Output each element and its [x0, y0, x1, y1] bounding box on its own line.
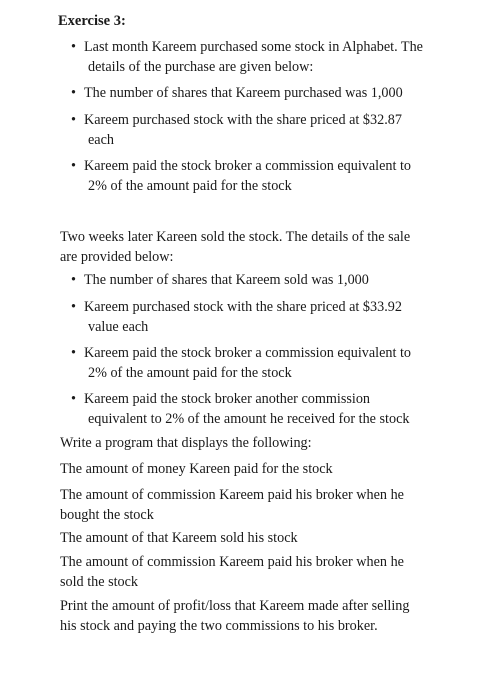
program-item-line1: Print the amount of profit/loss that Kareem made after selling [60, 598, 410, 614]
bullet-text-line1: Kareem paid the stock broker a commission equivalent to [84, 345, 412, 361]
bullet-marker: • [71, 391, 76, 407]
bullet-text-line1: Kareem purchased stock with the share priced at $32.87 [84, 112, 402, 128]
bullet-item [71, 38, 464, 77]
bullet-item [71, 111, 464, 150]
paragraph-line2: are provided below: [60, 248, 174, 265]
bullet-marker: • [71, 299, 76, 315]
bullet-text-line2: details of the purchase are given below: [88, 58, 314, 75]
bullet-text-line1: The number of shares that Kareem sold was 1,000 [84, 272, 369, 288]
program-item-line2: his stock and paying the two commissions to his broker. [60, 617, 378, 634]
program-item-line2: bought the stock [60, 506, 154, 523]
bullet-text-line1: Kareem paid the stock broker a commission equivalent to [84, 158, 412, 174]
exercise-title: Exercise 3: [58, 13, 126, 29]
program-item-line2: sold the stock [60, 573, 139, 590]
program-item-line1: The amount of commission Kareem paid his broker when he [60, 554, 404, 570]
bullet-text-line2: 2% of the amount paid for the stock [88, 177, 292, 194]
bullet-marker: • [71, 85, 76, 101]
program-item [60, 460, 460, 480]
program-item-line1: The amount of that Kareem sold his stock [60, 530, 298, 546]
paragraph-line1: Two weeks later Kareen sold the stock. The details of the sale [60, 229, 411, 245]
program-item [60, 529, 460, 549]
bullet-text-line2: equivalent to 2% of the amount he received for the stock [88, 410, 410, 427]
program-item [60, 486, 460, 525]
bullet-text-line1: Last month Kareem purchased some stock in Alphabet. The [84, 39, 423, 55]
program-intro: Write a program that displays the following: [60, 435, 312, 451]
bullet-marker: • [71, 112, 76, 128]
bullet-text-line2: value each [88, 318, 149, 335]
bullet-text-line2: 2% of the amount paid for the stock [88, 364, 292, 381]
program-item-line1: The amount of commission Kareem paid his broker when he [60, 487, 404, 503]
program-item-line1: The amount of money Kareen paid for the stock [60, 461, 333, 477]
bullet-item [71, 390, 464, 429]
bullet-item [71, 344, 464, 383]
bullet-text-line1: Kareem purchased stock with the share priced at $33.92 [84, 299, 402, 315]
bullet-marker: • [71, 158, 76, 174]
bullet-marker: • [71, 39, 76, 55]
bullet-marker: • [71, 345, 76, 361]
bullet-item [71, 298, 464, 337]
program-item [60, 553, 460, 592]
bullet-marker: • [71, 272, 76, 288]
program-item [60, 597, 460, 636]
bullet-item [71, 271, 464, 291]
sale-intro-paragraph [60, 228, 460, 267]
bullet-item [71, 84, 464, 104]
bullet-text-line1: Kareem paid the stock broker another commission [84, 391, 371, 407]
bullet-text-line1: The number of shares that Kareem purchased was 1,000 [84, 85, 403, 101]
bullet-text-line2: each [88, 131, 114, 148]
bullet-item [71, 157, 464, 196]
